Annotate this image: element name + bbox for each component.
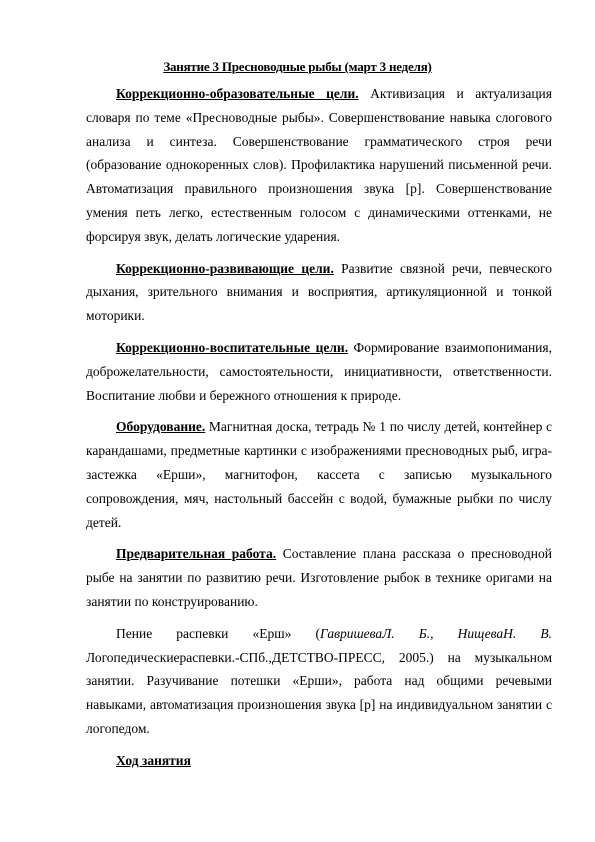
paragraph-correctional-upbringing-goals [86,336,552,407]
paragraph-text: Развитие связной речи, певческого дыхания, зрительного внимания и восприятия, артикуляционной и тонкой моторики. [86,260,552,324]
paragraph-text: Логопедическиераспевки.-СПб.,ДЕТСТВО-ПРЕСС, 2005.) на музыкальном занятии. Разучивание потешки «Ерши», работа над общими речевыми навыками, автоматизация произношения звука [р] на индивидуальном занятии с логопедом. [86,649,552,736]
section-heading-lesson-progress: Ход занятия [116,752,191,768]
paragraph-label: Оборудование. [116,419,206,435]
paragraph-equipment [86,415,552,534]
paragraph-text: Магнитная доска, тетрадь № 1 по числу детей, контейнер с карандашами, предметные картинки с изображениями пресноводных рыб, игра-застежка «Ерши», магнитофон, кассета с записью музыкального сопровождения, мяч, настольный бассейн с водой, бумажные рыбки по числу детей. [86,419,552,530]
paragraph-preliminary-work [86,542,552,613]
lesson-title: Занятие 3 Пресноводные рыбы (март 3 неделя) [163,59,432,74]
paragraph-text: Пение распевки «Ерш» ( [116,625,320,641]
paragraph-text: Составление плана рассказа о пресноводной рыбе на занятии по развитию речи. Изготовление рыбок в технике оригами на занятии по конструированию. [86,546,552,609]
paragraph-label: Предварительная работа. [116,546,277,562]
paragraph-label: Коррекционно-воспитательные цели. [116,339,349,355]
paragraph-correctional-educational-goals [86,82,552,249]
paragraph-correctional-developmental-goals [86,257,552,328]
document-body [86,82,552,773]
paragraph-label: Коррекционно-развивающие цели. [116,260,334,276]
paragraph-text: Активизация и актуализация словаря по теме «Пресноводные рыбы». Совершенствование навыка слогового анализа и синтеза. Совершенствование грамматического строя речи (образование однокоренных слов). Профилактика нарушений письменной речи. Автоматизация правильного произношения звука [р]. Совершенствование умения петь легко, естественным голосом с динамическими оттенками, не форсируя звук, делать логические ударения. [86,86,552,244]
authors-citation: ГавришеваЛ. Б., НищеваН. В. [320,625,552,641]
paragraph-singing-exercise [86,622,552,741]
paragraph-text: Формирование взаимопонимания, доброжелательности, самостоятельности, инициативности, ответственности. Воспитание любви и бережного отношения к природе. [86,339,552,403]
paragraph-label: Коррекционно-образовательные цели. [116,86,359,101]
